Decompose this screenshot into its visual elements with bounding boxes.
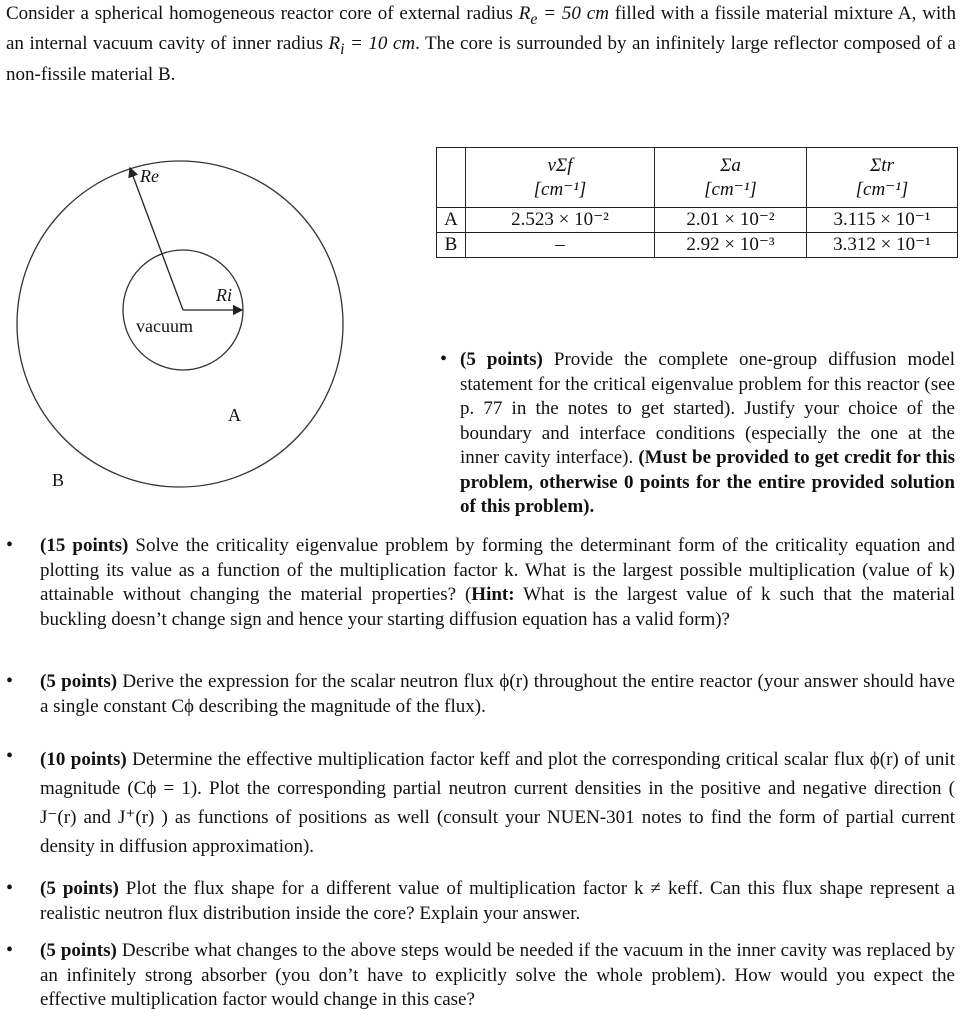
- intro-text: . The core is surrounded by an infinitely large reflector composed of a non-fissile material B.: [6, 33, 956, 85]
- table-row: B – 2.92 × 10⁻³ 3.312 × 10⁻¹: [437, 233, 958, 258]
- header-siga: Σa [cm⁻¹]: [655, 148, 807, 208]
- header-nusigf: νΣf [cm⁻¹]: [466, 148, 655, 208]
- bullet-icon: •: [6, 745, 14, 767]
- material-b-label: B: [52, 470, 65, 490]
- re-label: Re: [140, 166, 159, 186]
- intro-text: Consider a spherical homogeneous reactor core of external radius: [6, 3, 519, 24]
- re-arrow: [130, 168, 183, 310]
- question-3: (5 points) Derive the expression for the scalar neutron flux ϕ(r) throughout the entire reactor (your answer should have a single constant Cϕ describing the magnitude of the flux).: [40, 671, 955, 717]
- bullet-icon: •: [6, 534, 14, 556]
- ri-label: Ri: [216, 285, 232, 305]
- re-symbol: $R_e = 50$ cm: [518, 3, 609, 28]
- intro-text: filled with a fissile material mixture A, with an internal vacuum cavity of inner radius: [6, 3, 956, 55]
- question-5: (5 points) Plot the flux shape for a different value of multiplication factor k ≠ keff. Can this flux shape represent a realistic neutron flux distribution inside the core? Explain your answer.: [40, 878, 955, 924]
- bullet-icon: •: [6, 670, 14, 692]
- problem-intro: [6, 2, 956, 87]
- question-1: (5 points) Provide the complete one-group diffusion model statement for the critical eigenvalue problem for this reactor (see p. 77 in the notes to get started). Justify your choice of the boundary and interface conditions (especially the one at the inner cavity interface). (Must be provided to get credit for this problem, otherwise 0 points for the entire provided solution of this problem).: [460, 349, 956, 517]
- question-6: (5 points) Describe what changes to the above steps would be needed if the vacuum in the inner cavity was replaced by an infinitely strong absorber (you don’t have to explicitly solve the whole problem). How would you expect the effective multiplication factor would change in this case?: [40, 940, 955, 1010]
- question-4: (10 points) Determine the effective multiplication factor keff and plot the corresponding critical scalar flux ϕ(r) of unit magnitude (Cϕ = 1). Plot the corresponding partial neutron current densities in the positive and negative direction ( J⁻(r) and J⁺(r) ) as functions of positions as well (consult your NUEN-301 notes to find the form of partial current density in diffusion approximation).: [40, 749, 955, 857]
- table-row: A 2.523 × 10⁻² 2.01 × 10⁻² 3.115 × 10⁻¹: [437, 208, 958, 233]
- cross-section-table: [436, 147, 958, 258]
- vacuum-label: vacuum: [136, 316, 193, 336]
- bullet-icon: •: [6, 877, 14, 899]
- bullet-icon: •: [6, 939, 14, 961]
- bullet-icon: •: [440, 348, 448, 370]
- header-sigtr: Σtr [cm⁻¹]: [807, 148, 958, 208]
- ri-symbol: $R_i = 10$ cm: [328, 33, 416, 59]
- material-a-label: A: [228, 405, 241, 425]
- question-2: (15 points) Solve the criticality eigenvalue problem by forming the determinant form of the criticality equation and plotting its value as a function of the multiplication factor k. What is the largest possible multiplication (value of k) attainable without changing the material properties? (Hint: What is the largest value of k such that the material buckling doesn’t change sign and hence your starting diffusion equation has a valid form)?: [40, 535, 955, 630]
